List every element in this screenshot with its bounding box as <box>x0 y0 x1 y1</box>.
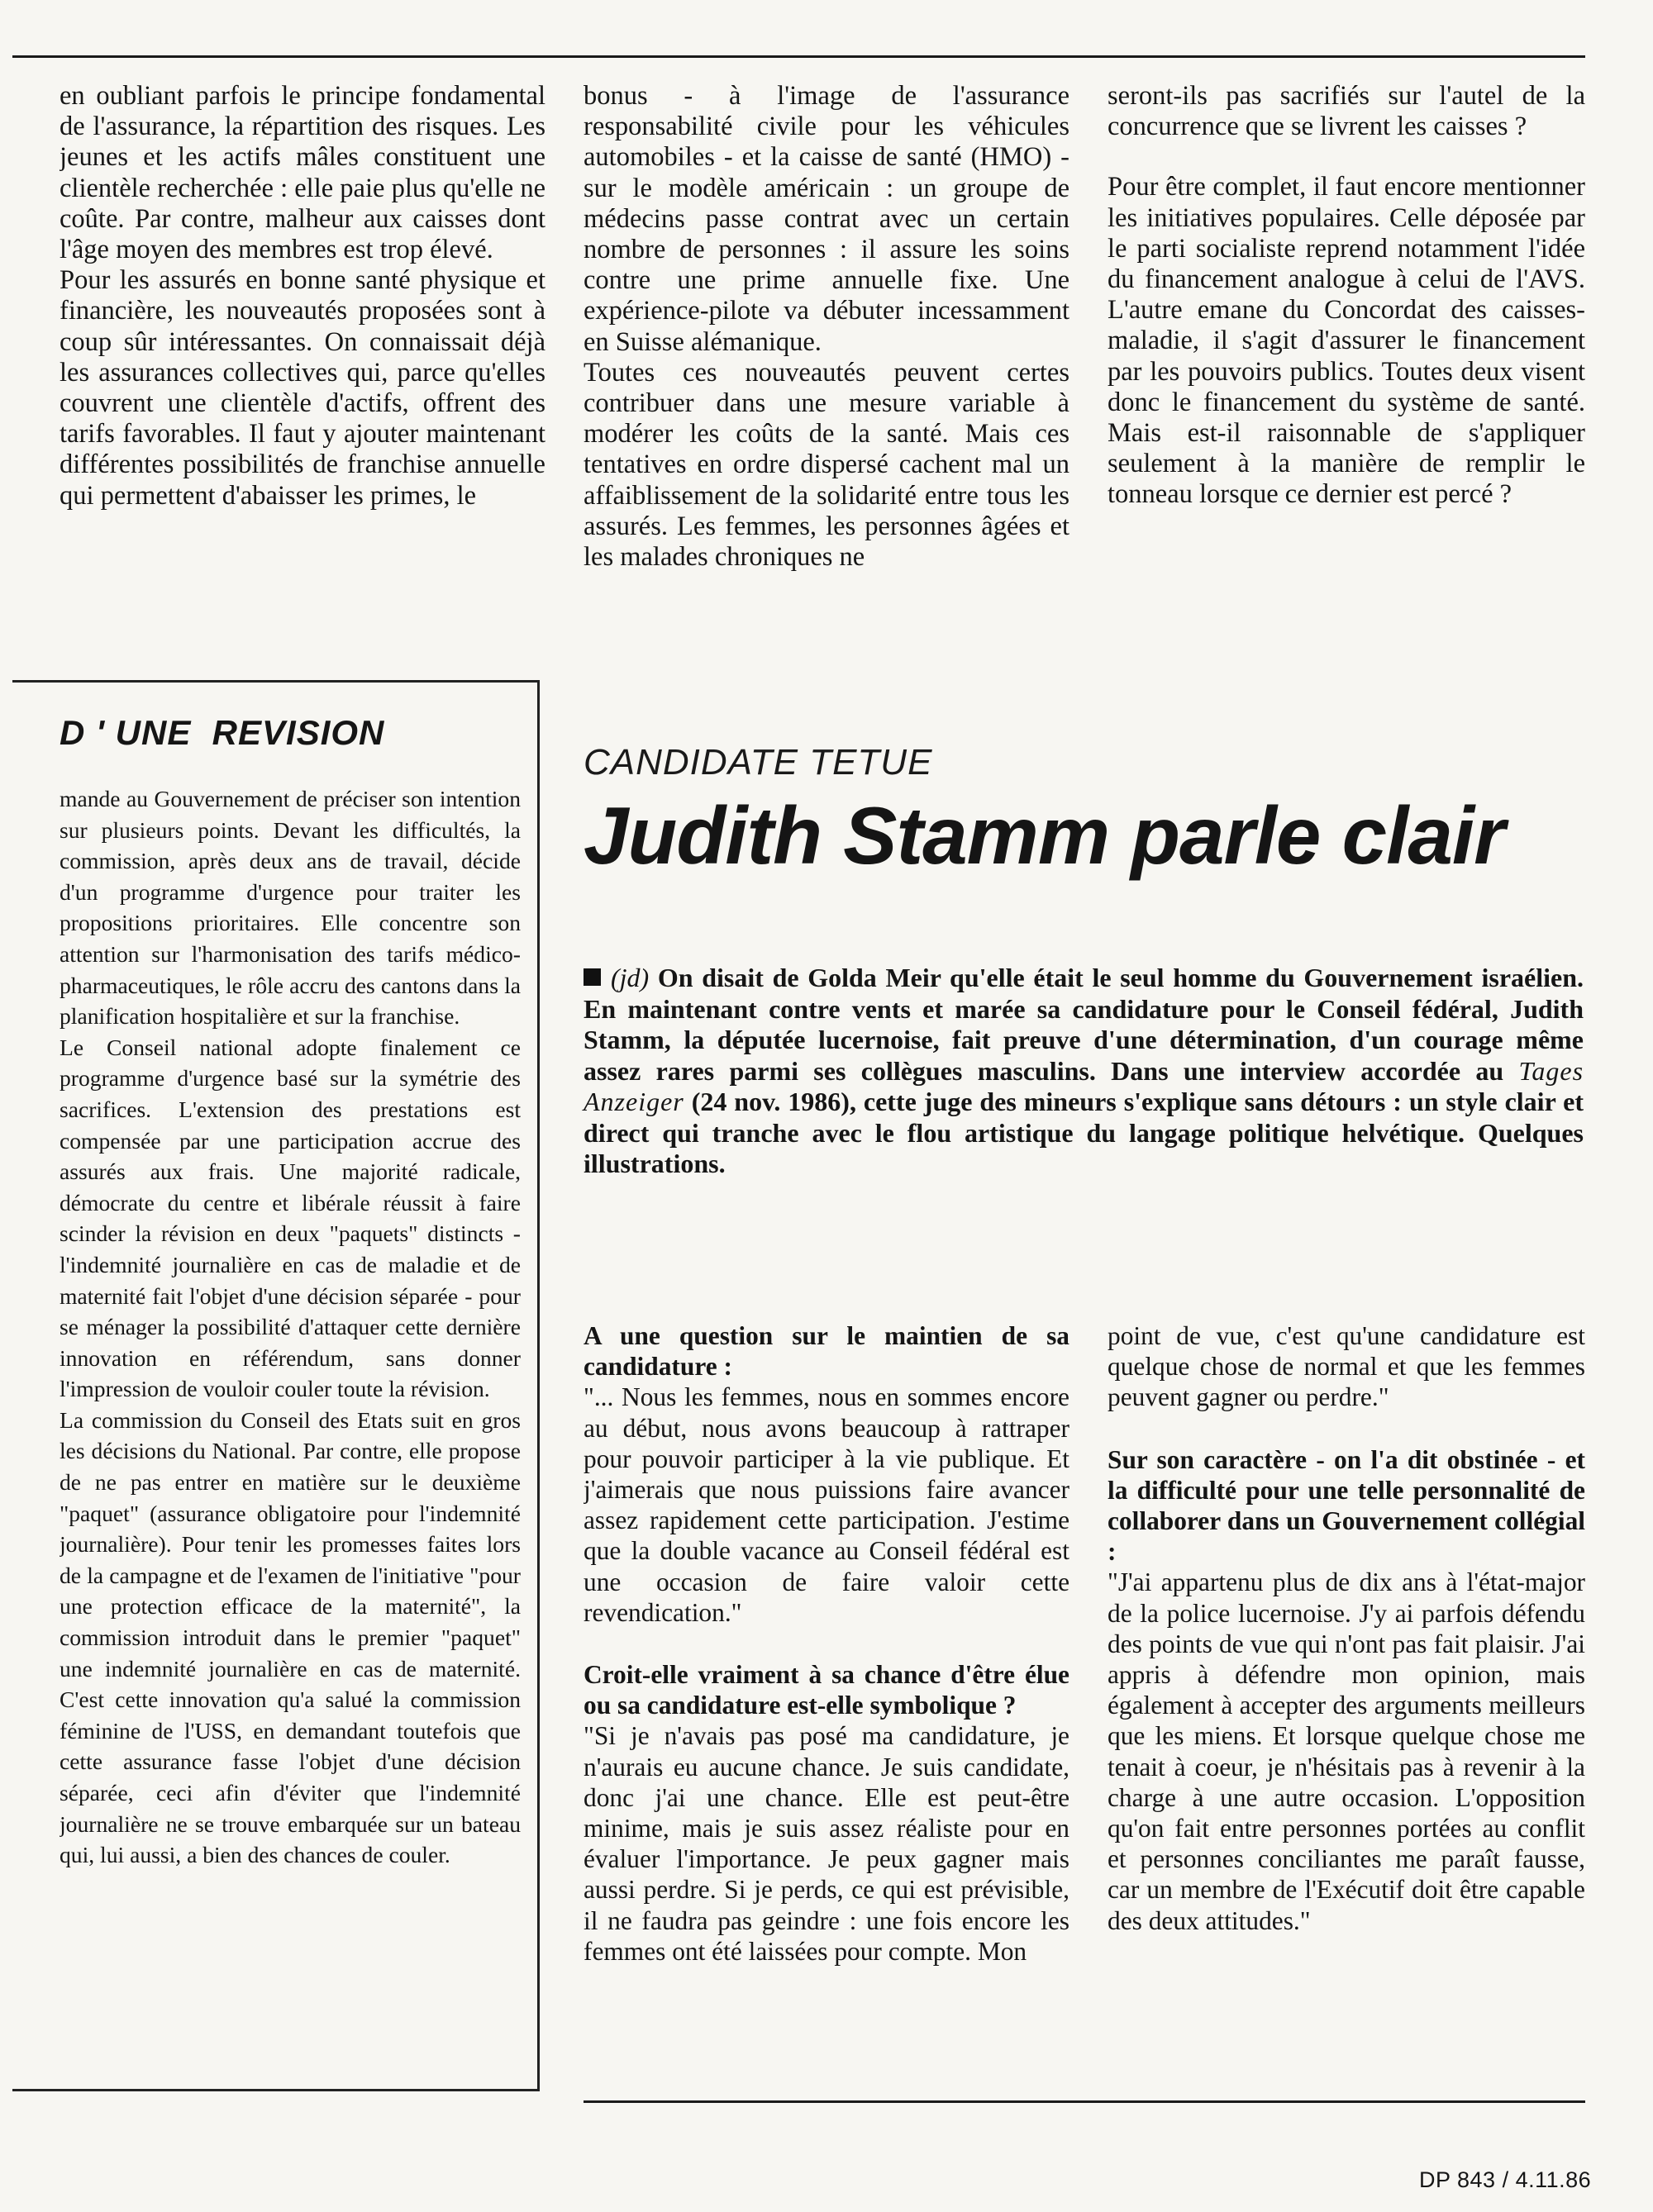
paragraph: en oubliant parfois le principe fondamental de l'assurance, la répartition des risques. Les jeunes et les actifs mâles constituent une clientèle recherchée : elle paie plus qu'elle ne coûte. Par contre, malheur aux caisses dont l'âge moyen des membres est trop élevé. <box>60 81 545 265</box>
interview-question: Sur son caractère - on l'a dit obstinée - et la difficulté pour une telle personnalité de collaborer dans un Gouvernement collégial : <box>1108 1444 1585 1567</box>
article-headline: Judith Stamm parle clair <box>584 790 1505 881</box>
interview-answer: "Si je n'avais pas posé ma candidature, je n'aurais eu aucune chance. Je suis candidate, donc j'ai une chance. Elle est peut-être minime, mais je suis assez réaliste pour en évaluer l'importance. Je peux gagner mais aussi perdre. Si je perds, ce qui est prévisible, il ne faudra pas geindre : une fois encore les femmes ont été laissées pour compte. Mon <box>584 1721 1069 1966</box>
interview-answer: "J'ai appartenu plus de dix ans à l'état-major de la police lucernoise. J'y ai parfois défendu des points de vue qui n'ont pas fait plaisir. J'ai appris à défendre mon opinion, mais également à accepter des arguments meilleurs que les miens. Et lorsque quelque chose me tenait à coeur, je n'hésitais pas à revenir à la charge à une autre occasion. L'opposition qu'on fait entre personnes portées au conflit et personnes conciliantes me paraît fausse, car un membre de l'Exécutif doit être capable des deux attitudes." <box>1108 1567 1585 1935</box>
top-rule <box>12 55 1585 58</box>
paragraph: mande au Gouvernement de préciser son intention sur plusieurs points. Devant les difficultés, la commission, après deux ans de travail, décide d'un programme d'urgence pour traiter les propositions prioritaires. Elle concentre son attention sur l'harmonisation des tarifs médico-pharmaceutiques, le rôle accru des cantons dans la planification hospitalière et sur la franchise. <box>60 786 521 1030</box>
byline: (jd) <box>611 963 650 992</box>
paragraph: La commission du Conseil des Etats suit en gros les décisions du National. Par contre, elle propose de ne pas entrer en matière sur le deuxième "paquet" (assurance obligatoire pour l'indemnité journalière). Pour tenir les promesses faites lors de la campagne et de l'examen de l'initiative "pour une protection efficace de la maternité", la commission introduit dans le premier "paquet" une indemnité journalière en cas de maternité. C'est cette innovation qu'a salué la commission féminine de l'USS, en demandant toutefois que cette assurance fasse l'objet d'une décision séparée, ceci afin d'éviter que l'indemnité journalière ne se trouve embarquée sur un bateau qui, lui aussi, a bien des chances de couler. <box>60 1406 521 1868</box>
bullet-square-icon <box>584 968 601 986</box>
sidebar-heading: D ' UNE REVISION <box>60 713 385 752</box>
paragraph: Le Conseil national adopte finalement ce programme d'urgence basé sur la symétrie des sacrifices. L'extension des prestations est compensée par une participation accrue des assurés aux frais. Une majorité radicale, démocrate du centre et libérale réussit à faire scinder la révision en deux "paquets" distincts - l'indemnité journalière en cas de maladie et de maternité fait l'objet d'une décision séparée - pour se ménager la possibilité d'attaquer cette dernière innovation en référendum, sans donner l'impression de vouloir couler toute la révision. <box>60 1034 521 1402</box>
top-column-2 <box>584 81 1069 659</box>
article-lead <box>584 963 1584 1180</box>
top-column-1 <box>60 81 545 659</box>
sidebar-body <box>60 783 521 2081</box>
lead-text: On disait de Golda Meir qu'elle était le seul homme du Gouvernement israélien. En maintenant contre vents et marée sa candidature pour le Conseil fédéral, Judith Stamm, la députée lucernoise, fait preuve d'une détermination, d'un courage même assez rares parmi ses collègues masculins. Dans une interview accordée au <box>584 963 1584 1086</box>
issue-number: DP 843 / 4.11.86 <box>1419 2167 1592 2192</box>
top-column-3 <box>1108 81 1585 659</box>
publication-name: Tages Anzeiger <box>584 1055 1584 1116</box>
paragraph: Toutes ces nouveautés peuvent certes contribuer dans une mesure variable à modérer les coûts de la santé. Mais ces tentatives en ordre dispersé cachent mal un affaiblissement de la solidarité entre tous les assurés. Les femmes, les personnes âgées et les malades chroniques ne <box>584 357 1069 573</box>
article-column-right <box>1108 1320 1585 2093</box>
paragraph: Pour être complet, il faut encore mentionner les initiatives populaires. Celle déposée par le parti socialiste reprend notamment l'idée du financement analogue à celui de l'AVS. L'autre emane du Concordat des caisses-maladie, il s'agit d'assurer le financement par les pouvoirs publics. Toutes deux visent donc le financement du système de santé. Mais est-il raisonnable de s'appliquer seulement à la manière de remplir le tonneau lorsque ce dernier est percé ? <box>1108 172 1585 510</box>
interview-question: Croit-elle vraiment à sa chance d'être élue ou sa candidature est-elle symbolique ? <box>584 1660 1069 1720</box>
article-kicker: CANDIDATE TETUE <box>584 742 933 783</box>
article-column-left <box>584 1320 1069 2093</box>
interview-question: A une question sur le maintien de sa candidature : <box>584 1321 1069 1382</box>
interview-answer: point de vue, c'est qu'une candidature est quelque chose de normal et que les femmes peuvent gagner ou perdre." <box>1108 1321 1585 1412</box>
paragraph: seront-ils pas sacrifiés sur l'autel de la concurrence que se livrent les caisses ? <box>1108 81 1585 142</box>
paragraph: bonus - à l'image de l'assurance responsabilité civile pour les véhicules automobiles - et la caisse de santé (HMO) - sur le modèle américain : un groupe de médecins passe contrat avec un certain nombre de personnes : il assure les soins contre une prime annuelle fixe. Une expérience-pilote va débuter incessamment en Suisse alémanique. <box>584 81 1069 357</box>
interview-answer: "... Nous les femmes, nous en sommes encore au début, nous avons beaucoup à rattraper pour pouvoir participer à la vie publique. Et j'aimerais que nous puissions faire avancer assez rapidement cette participation. J'estime que la double vacance au Conseil fédéral est une occasion de faire valoir cette revendication." <box>584 1382 1069 1627</box>
article-bottom-rule <box>584 2100 1585 2103</box>
lead-text: (24 nov. 1986), cette juge des mineurs s'explique sans détours : un style clair et direct qui tranche avec le flou artistique du langage politique helvétique. Quelques illustrations. <box>584 1087 1584 1178</box>
paragraph: Pour les assurés en bonne santé physique et financière, les nouveautés proposées sont à coup sûr intéressantes. On connaissait déjà les assurances collectives qui, parce qu'elles couvrent une clientèle d'actifs, offrent des tarifs favorables. Il faut y ajouter maintenant différentes possibilités de franchise annuelle qui permettent d'abaisser les primes, le <box>60 265 545 511</box>
